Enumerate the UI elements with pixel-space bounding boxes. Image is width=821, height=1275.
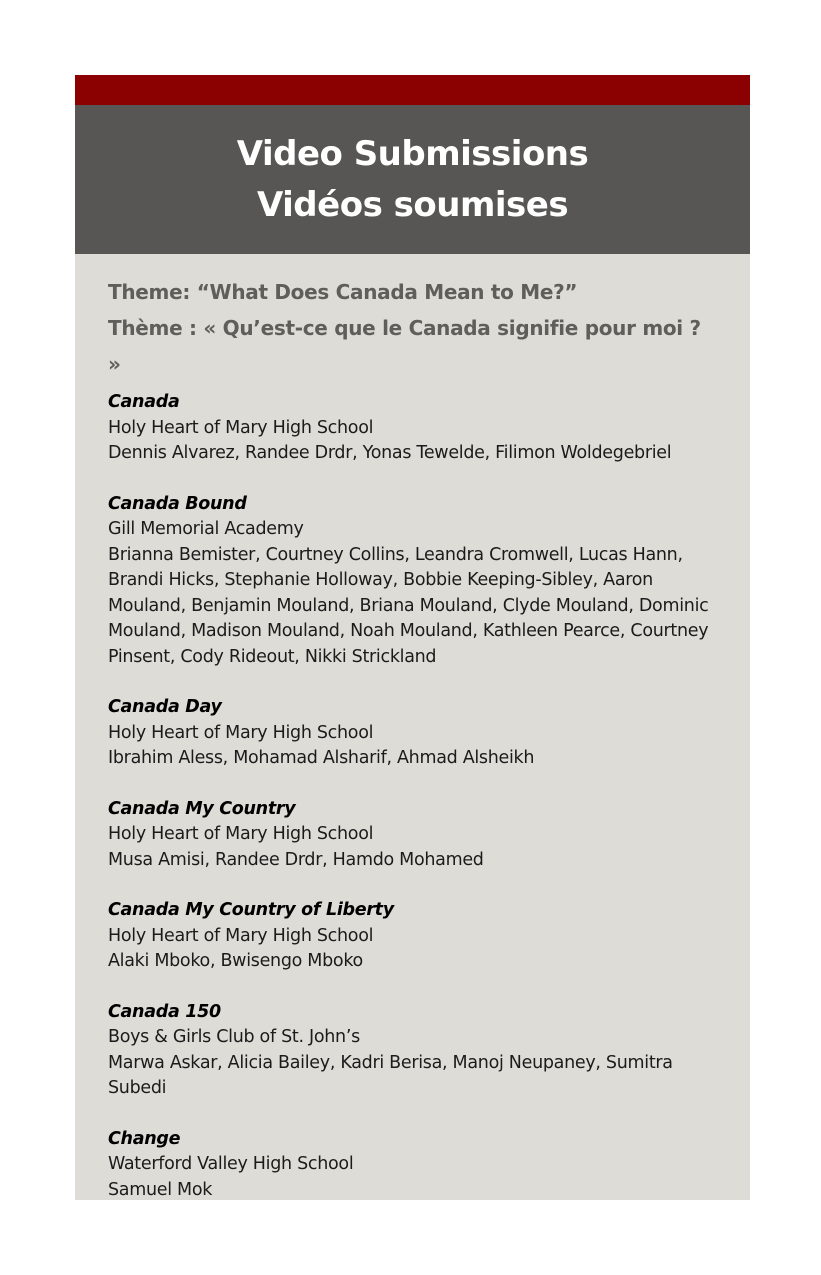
submission-school: Boys & Girls Club of St. John’s [108,1027,360,1047]
submission-school: Holy Heart of Mary High School [108,417,374,438]
submission-participants: Musa Amisi, Randee Drdr, Hamdo Mohamed [108,849,484,870]
submission-participants: Dennis Alvarez, Randee Drdr, Yonas Tewelde, Filimon Woldegebriel [108,443,672,463]
submission-participants: Samuel Mok [108,1179,213,1200]
theme-english: Theme: “What Does Canada Mean to Me?” [108,280,578,304]
submission-title: Change [108,1128,181,1149]
submission-entry [108,1000,717,1102]
header-banner [75,105,750,254]
submission-entry [108,1127,717,1204]
submission-school: Holy Heart of Mary High School [108,824,374,844]
submission-title: Canada Bound [108,493,247,514]
submission-entry [108,695,717,772]
submission-participants: Brianna Bemister, Courtney Collins, Leandra Cromwell, Lucas Hann, Brandi Hicks, Stephanie Holloway, Bobbie Keeping-Sibley, Aaron Mouland, Benjamin Mouland, Briana Mouland, Clyde Mouland, Dominic Mouland, Madison Mouland, Noah Mouland, Kathleen Pearce, Courtney Pinsent, Cody Rideout, Nikki Strickland [108,544,709,667]
submission-participants: Alaki Mboko, Bwisengo Mboko [108,951,363,971]
submission-title: Canada My Country [108,798,296,819]
accent-bar [75,75,750,105]
title-french: Vidéos soumises [256,184,569,225]
submissions-card [75,75,750,1200]
theme-french: Thème : « Qu’est-ce que le Canada signifie pour moi ? » [108,316,701,376]
submission-entry [108,797,717,874]
submission-participants: Marwa Askar, Alicia Bailey, Kadri Berisa, Manoj Neupaney, Sumitra Subedi [108,1052,673,1098]
submission-entry [108,898,717,975]
submission-title: Canada [108,392,180,412]
submission-entry [108,390,717,467]
submission-title: Canada 150 [108,1001,221,1022]
submission-school: Holy Heart of Mary High School [108,925,374,946]
submission-participants: Ibrahim Aless, Mohamad Alsharif, Ahmad Alsheikh [108,748,535,768]
submission-school: Holy Heart of Mary High School [108,722,374,743]
submission-list [108,390,717,1203]
submission-title: Canada My Country of Liberty [108,900,394,920]
content-area [75,254,750,1203]
submission-school: Waterford Valley High School [108,1154,354,1174]
title-english: Video Submissions [236,133,589,174]
submission-school: Gill Memorial Academy [108,519,304,539]
submission-title: Canada Day [108,697,222,717]
submission-entry [108,492,717,671]
